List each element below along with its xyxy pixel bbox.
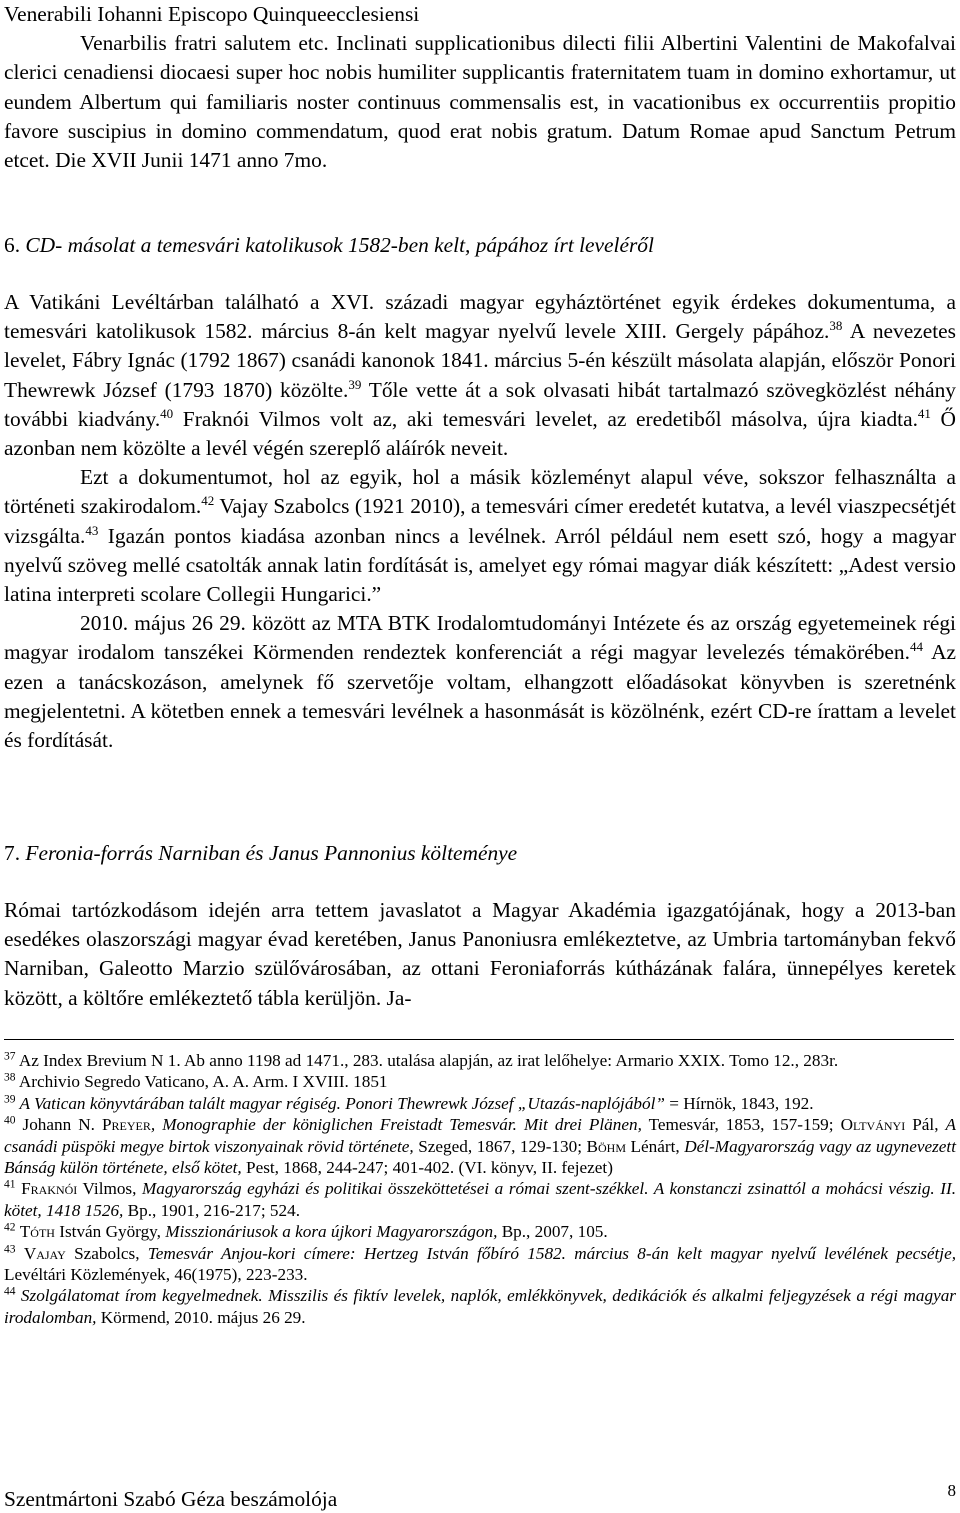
footnote-43: $^{43}$ Vajay Szabolcs, Temesvár Anjou-kori címere: Hertzeg István főbíró 1582. március 8-án kelt magyar nyelvű levélének pecsétje, Levéltári Közlemények, 46(1975), 223-233. [4,1242,957,1285]
section-7-number: 7. [4,841,21,865]
letter-address: Venerabili Iohanni Episcopo Quinqueecclesiensi [4,2,420,26]
section-7-body [4,896,956,1013]
footnote-ref: 42 [201,493,215,509]
section-6-paragraph-3: 2010. május 26 29. között az MTA BTK Irodalomtudományi Intézete és az ország egyetemeinek régi magyar irodalom tanszékei Körmenden rendeztek konferenciát a régi magyar levelezés témakörében.$^{44}$ Az ezen a tanácskozáson, amelynek fő szervetője voltam, elhangzott előadásokat könyvben is szeretnénk megjelentetni. A kötetben ennek a temesvári levélnek a hasonmását is közölnénk, ezért CD-re írattam a levelet és fordítását. [4,611,957,753]
footnote-37: $^{37}$ Az Index Brevium N 1. Ab anno 1198 ad 1471., 283. utalása alapján, az irat lelőhelye: Armario XXIX. Tomo 12., 283r. [4,1050,839,1070]
footnote-ref: 38 [829,318,843,334]
letter-body: Venarbilis fratri salutem etc. Inclinati supplicationibus dilecti filii Albertini Valentini de Makofalvai clerici cenadiensi diocaesi super hoc nobis humiliter supplicantis fraternitatem tuam in domino exhortamur, ut eundem Albertum qui familiaris noster continuus commensalis est, in vacationibus ex occurrentiis propitio favore suscipius in domino commendatum, quod erat nobis gratum. Datum Romae apud Sanctum Petrum etcet. Die XVII Junii 1471 anno 7mo. [4,31,956,173]
section-7-paragraph-1: Római tartózkodásom idején arra tettem javaslatot a Magyar Akadémia igazgatójának, hogy a 2013-ban esedékes olaszországi magyar évad keretében, Janus Panoniusra emlékeztetve, az Umbria tartományban fekvő Narniban, Galeotto Marzio szülővárosában, az ottani Feroniaforrás kútházának falára, ünnepélyes keretek között, a költőre emlékeztető tábla kerüljön. Ja- [4,898,956,1010]
section-7-heading [4,839,956,868]
page-number: 8 [947,1481,956,1500]
footer-title: Szentmártoni Szabó Géza beszámolója [4,1487,338,1511]
footnote-ref: 41 [917,405,931,421]
latin-letter [4,0,956,175]
section-6-paragraph-2: Ezt a dokumentumot, hol az egyik, hol a másik közleményt alapul véve, sokszor felhasználta a történeti szakirodalom.$^{42}$ Vajay Szabolcs (1921 2010), a temesvári címer eredetét kutatva, a levél viaszpecsétjét vizsgálta.$^{43}$ Igazán pontos kiadása azonban nincs a levélnek. Arról például nem esett szó, hogy a magyar nyelvű szöveg mellé csatolták annak latin fordítását is, amelyet egy római magyar diák készített: „Adest versio latina interpreti scolare Collegii Hungarici.” [4,465,956,607]
footnote-44: $^{44}$ Szolgálatomat írom kegyelmednek. Misszilis és fiktív levelek, naplók, emlékkönyvek, dedikációk és alkalmi feljegyzések a régi magyar irodalomban, Körmend, 2010. május 26 29. [4,1285,956,1327]
section-6-heading [4,231,956,260]
footnotes [4,1050,956,1328]
section-6-body [4,288,956,755]
section-7-title: Feronia-forrás Narniban és Janus Pannonius költeménye [25,841,518,865]
footnote-41: $^{41}$ Fraknói Vilmos, Magyarország egyházi és politikai összeköttetései a római szent-székkel. A konstanczi zsinattól a mohácsi vészig. II. kötet, 1418 1526, Bp., 1901, 216-217; 524. [4,1178,957,1220]
section-6-title: CD- másolat a temesvári katolikusok 1582-ben kelt, pápához írt leveléről [25,233,654,257]
footnote-38: $^{38}$ Archivio Segredo Vaticano, A. A. Arm. I XVIII. 1851 [4,1071,388,1092]
footnote-ref: 44 [909,639,923,655]
footnote-39: $^{39}$ A Vatican könyvtárában talált magyar régiség. Ponori Thewrewk József „Utazás-naplójából” = Hírnök, 1843, 192. [4,1093,814,1113]
footnote-separator [4,1039,954,1040]
section-6-number: 6. [4,233,21,257]
footnote-ref: 39 [348,376,362,392]
page-footer [4,1481,956,1512]
footnote-42: $^{42}$ Tóth István György, Misszionáriusok a kora újkori Magyarországon, Bp., 2007, 105. [4,1221,608,1242]
section-6-paragraph-1: A Vatikáni Levéltárban található a XVI. századi magyar egyháztörténet egyik érdekes dokumentuma, a temesvári katolikusok 1582. március 8-án kelt magyar nyelvű levele XIII. Gergely pápához.$^{38}$ A nevezetes levelet, Fábry Ignác (1792 1867) csanádi kanonok 1841. március 5-én készült másolata alapján, először Ponori Thewrewk József (1793 1870) közölte.$^{39}$ Tőle vette át a sok olvasati hibát tartalmazó szövegközlést néhány további kiadvány.$^{40}$ Fraknói Vilmos volt az, aki temesvári levelet, az eredetiből másolva, újra kiadta.$^{41}$ Ő azonban nem közölte a levél végén szereplő aláírók neveit. [4,290,957,461]
footnote-40: $^{40}$ Johann N. Preyer, Monographie der königlichen Freistadt Temesvár. Mit drei Plänen, Temesvár, 1853, 157-159; Oltványi Pál, A csanádi püspöki megye birtok viszonyainak rövid története, Szeged, 1867, 129-130; Böhm Lénárt, Dél-Magyarország vagy az ugynevezett Bánság külön története, első kötet, Pest, 1868, 244-247; 401-402. (VI. könyv, II. fejezet) [4,1114,957,1178]
footnote-ref: 40 [160,405,174,421]
footnote-ref: 43 [85,522,99,538]
